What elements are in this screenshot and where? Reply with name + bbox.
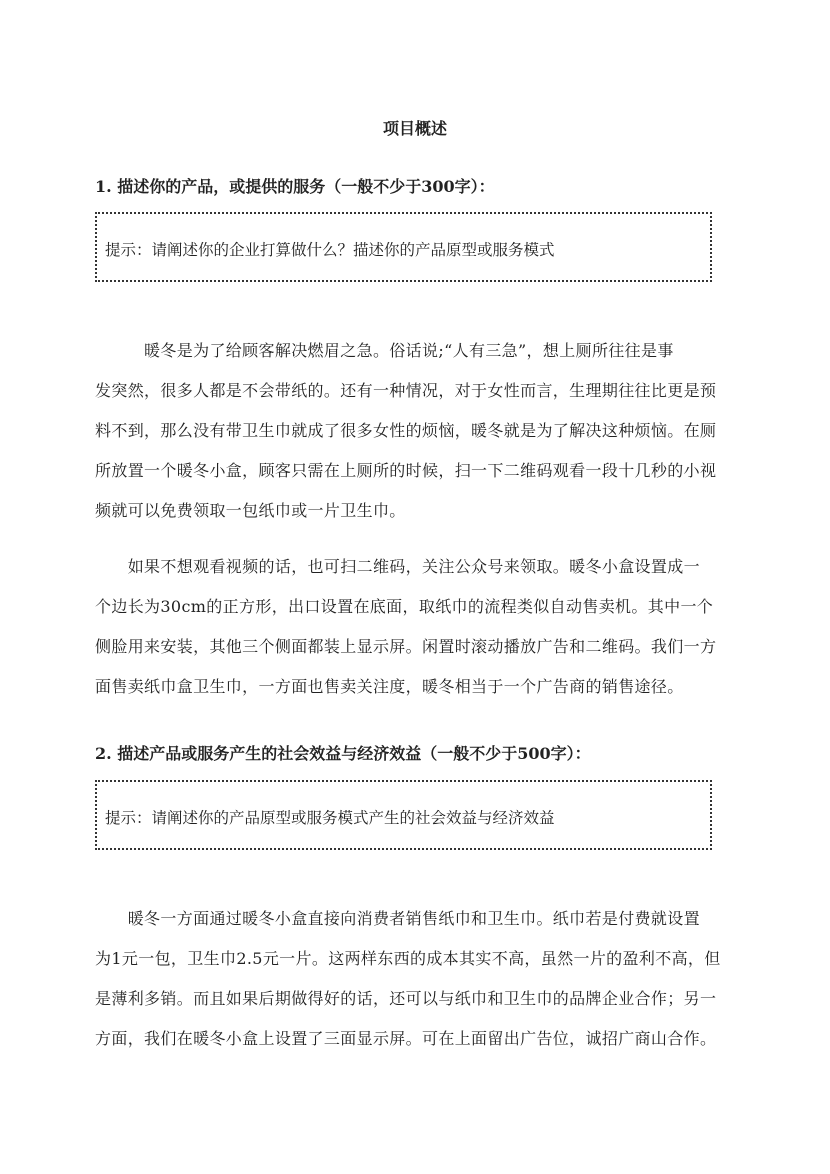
paragraph-line: 为1元一包，卫生巾2.5元一片。这两样东西的成本其实不高，虽然一片的盈利不高，但 [95, 949, 721, 968]
paragraph-line: 频就可以免费领取一包纸巾或一片卫生巾。 [95, 501, 406, 520]
paragraph-line: 个边长为30cm的正方形，出口设置在底面，取纸巾的流程类似自动售卖机。其中一个 [95, 597, 714, 616]
paragraph-line: 方面，我们在暖冬小盒上设置了三面显示屏。可在上面留出广告位，诚招广商山合作。 [95, 1029, 717, 1048]
paragraph-line: 暖冬是为了给顾客解决燃眉之急。俗话说;“人有三急”，想上厕所往往是事 [95, 341, 674, 360]
section1-hint: 提示：请阐述你的企业打算做什么？描述你的产品原型或服务模式 [105, 241, 555, 259]
section1-hint-box [95, 212, 712, 282]
paragraph-line: 是薄利多销。而且如果后期做得好的话，还可以与纸巾和卫生巾的品牌企业合作；另一 [95, 989, 717, 1008]
paragraph-line: 面售卖纸巾盒卫生巾，一方面也售卖关注度，暖冬相当于一个广告商的销售途径。 [95, 677, 684, 696]
section2-heading: 2. 描述产品或服务产生的社会效益与经济效益（一般不少于500字）： [95, 744, 591, 763]
paragraph-line: 侧脸用来安装，其他三个侧面都装上显示屏。闲置时滚动播放广告和二维码。我们一方 [95, 637, 717, 656]
paragraph-line: 料不到，那么没有带卫生巾就成了很多女性的烦恼，暖冬就是为了解决这种烦恼。在厕 [95, 421, 717, 440]
page-title: 项目概述 [382, 119, 447, 138]
paragraph-line: 暖冬一方面通过暖冬小盒直接向消费者销售纸巾和卫生巾。纸巾若是付费就设置 [95, 909, 700, 928]
section2-hint-box [95, 780, 712, 850]
section2-hint: 提示：请阐述你的产品原型或服务模式产生的社会效益与经济效益 [105, 809, 555, 827]
paragraph-line: 如果不想观看视频的话，也可扫二维码，关注公众号来领取。暖冬小盒设置成一 [95, 557, 700, 576]
paragraph-line: 发突然，很多人都是不会带纸的。还有一种情况，对于女性而言，生理期往往比更是预 [95, 381, 717, 400]
section1-heading: 1. 描述你的产品，或提供的服务（一般不少于300字）： [95, 177, 495, 196]
paragraph-line: 所放置一个暖冬小盒，顾客只需在上厕所的时候，扫一下二维码观看一段十几秒的小视 [95, 461, 717, 480]
